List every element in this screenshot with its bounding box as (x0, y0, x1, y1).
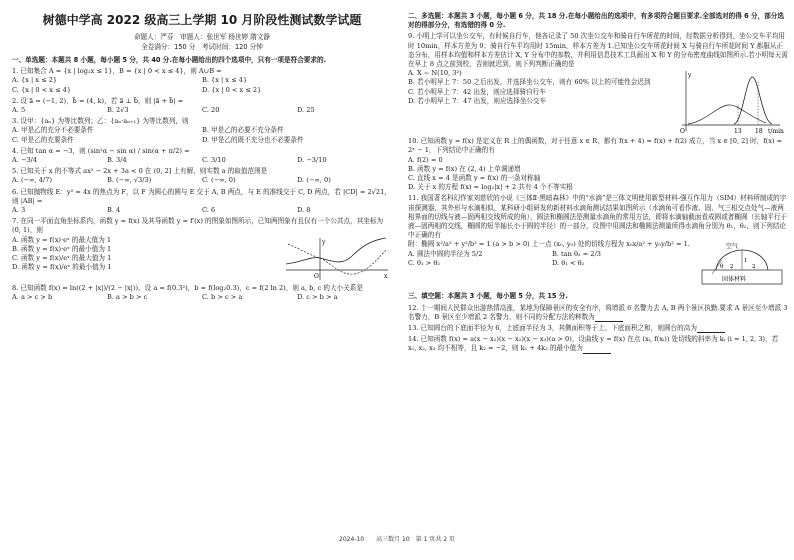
q10-option-d: D. 关于 x 的方程 f(x) = log₂|x| + 2 共有 4 个不等实根 (408, 183, 573, 192)
q2-stem: 2. 设 a⃗ = (−1, 2)，b⃗ = (4, k)，若 a⃗ ⊥ b⃗，则 |a⃗ + b⃗| = (12, 96, 184, 105)
q6-option-d: D. 8 (297, 206, 311, 215)
q11-solid-label: 固体材料 (722, 276, 747, 284)
q13-stem: 13. 已知圆台的下底面半径为 6，上底面半径为 3，其侧面积等于上、下底面积之和，则圆台的高为 (408, 324, 697, 333)
q10-option-b: B. 函数 y = f(x) 在 (2, 4) 上单调递增 (408, 164, 521, 173)
q1-option-c: C. {x | 0 < x ≤ 4} (12, 85, 72, 94)
exam-info: 全卷满分：150 分 考试时间：120 分钟 (141, 43, 263, 51)
q7-option-d: D. 函数 y = f(x)/eˣ 的最小值为 1 (12, 263, 112, 272)
q9-curve-x (688, 105, 766, 124)
question-1 (12, 67, 392, 95)
q5-option-d: D. (−∞, 0) (297, 176, 331, 185)
q2-option-b: B. 2√3 (107, 106, 129, 115)
q8-option-c: C. b > c > a (202, 292, 243, 301)
question-14 (408, 335, 788, 353)
q3-option-c: C. 甲是乙的充要条件 (12, 135, 74, 144)
q10-stem: 10. 已知函数 y = f(x) 是定义在 R 上的偶函数，对于任意 x ∈ R，都有 f(x + 4) = f(x) + f(2) 成立，当 x ∈ [0, 2] 时，f(x) = 2ˣ − 1，下列结论中正确的有 (408, 137, 783, 155)
q11-dim-height: 1 (744, 258, 748, 265)
q7-option-c: C. 函数 y = f(x)/eˣ 的最大值为 1 (12, 254, 112, 263)
section3-heading: 三、填空题：本题共 3 小题，每小题 5 分，共 15 分. (408, 292, 568, 301)
q9-tick-18: 18 (755, 128, 763, 136)
q9-option-b: B. 若小明早上 7：50 之后出发，并选择坐公交车，则有 60% 以上的可能性会迟到 (408, 78, 651, 87)
q11-theta-label: θ (720, 264, 724, 271)
question-6 (12, 188, 392, 216)
q9-x-label: t/min (768, 128, 784, 136)
q9-option-a: A. X ~ N(10, 3²) (408, 69, 462, 78)
q5-option-a: A. (−∞, 4/7) (12, 176, 52, 185)
q7-stem: 7. 在同一平面直角坐标系内，函数 y = f(x) 及其导函数 y = f′(x) 的图象如图所示，已知两图象有且仅有一个公共点，其坐标为 (0, 1)，则 (12, 217, 384, 235)
section1-heading: 一、单选题：本题共 8 小题，每小题 5 分，共 40 分.在每小题给出的四个选项中，只有一项是符合要求的. (12, 56, 327, 64)
q3-option-d: D. 甲是乙的既不充分也不必要条件 (202, 135, 304, 144)
q7-curve-f (286, 238, 386, 264)
right-column (408, 12, 788, 354)
q11-option-c: C. θ₁ > θ₂ (408, 258, 440, 267)
q2-option-a: A. 5 (12, 106, 26, 115)
q11-droplet-figure (696, 240, 788, 288)
q7-x-label: x (384, 272, 388, 280)
q8-option-a: A. a > c > b (12, 292, 53, 301)
q6-option-b: B. 4 (107, 206, 121, 215)
q11-dim-left: 2 (730, 264, 734, 271)
q7-option-a: A. 函数 y = f(x)·eˣ 的最大值为 1 (12, 235, 112, 244)
q4-stem: 4. 已知 tan α = −3，则 (sin²α − sin α) / sin(α + π/2) = (12, 146, 190, 155)
q5-option-c: C. (−∞, 0) (202, 176, 236, 185)
q11-air-label: 空气 (726, 243, 739, 251)
q7-function-graph (282, 236, 392, 282)
question-11 (408, 194, 788, 288)
question-8 (12, 284, 392, 302)
q1-stem: 1. 已知集合 A = {x | log₂x ≤ 1}，B = {x | 0 < x ≤ 4}，则 A∪B = (12, 67, 222, 76)
q14-answer-blank[interactable] (583, 346, 611, 354)
q7-origin-label: O (314, 272, 319, 280)
q6-option-c: C. 6 (202, 206, 216, 215)
q8-option-b: B. a > b > c (107, 292, 148, 301)
q11-option-d: D. θ₁ < θ₂ (552, 258, 585, 267)
q14-stem: 14. 已知函数 f(x) = a(x − x₁)(x − x₂)(x − x₃)(a > 0)，设曲线 y = f(x) 在点 (xᵢ, f(xᵢ)) 处切线的斜率为 kᵢ (i = 1, 2, 3)，若 x₁, x₂, x₃ 均不相等，且 k₂ = −2，则 k₁ + 4k₃ 的最小值为 (408, 335, 779, 353)
q8-stem: 8. 已知函数 f(x) = ln((2 + |x|)/(2 − |x|))，设 a = f(0.3²)，b = f(log₂0.3)，c = f(2 ln 2)，则 a, b, c 的大小关系是 (12, 283, 363, 292)
question-4 (12, 147, 392, 165)
page-footer: 2024-10 高三数月 10 第 1 页共 2 页 (339, 536, 455, 543)
q8-option-d: D. c > b > a (297, 292, 338, 301)
question-7 (12, 217, 392, 281)
authors-line: 命题人：严芬 审题人：张世军 杨世婷 隋文静 (133, 33, 271, 41)
q11-dim-right: 2 (752, 264, 756, 271)
q7-y-label: y (322, 238, 326, 246)
q12-answer-blank[interactable] (595, 314, 623, 322)
q3-option-b: B. 甲是乙的必要不充分条件 (202, 126, 284, 135)
q1-option-d: D. {x | 0 < x ≤ 2} (202, 85, 262, 94)
page-title: 树德中学高 2022 级高三上学期 10 月阶段性测试数学试题 (42, 13, 362, 27)
q9-tick-13: 13 (734, 128, 742, 136)
q6-stem: 6. 已知抛物线 E：y² = 4x 的焦点为 F，以 F 为圆心的圆与 E 交于 A, B 两点，与 E 的准线交于 C, D 两点，若 |CD| = 2√21，则 |AB| = (12, 187, 391, 205)
question-13 (408, 324, 788, 333)
q10-option-c: C. 直线 x = 4 是函数 y = f(x) 的一条对称轴 (408, 174, 541, 183)
question-12 (408, 304, 788, 322)
q12-stem: 12. 十一期间人民群众出游热情高涨，某地为保障景区的安全有序，将增派 6 名警力去 A, B 两个景区执勤.要求 A 景区至少增派 3 名警力，B 景区至少增派 2 名警力，则不同的分配方法的种数为 (408, 303, 788, 321)
q11-stem: 11. 我国著名科幻作家刘慈欣的小说《三体Ⅱ·黑暗森林》中的“水滴”是三体文明使用新型材料-强互作用力（SIM）材料所制成的宇宙探测器，其外形与水滴相似，某科研小组研发的新材料水滴角测试结果如图所示（水滴角可看作液、固、气三相交点处气—液两相界面的切线与液—固两相交线所成的角），圆法和椭圆法是测量水滴角的常用方法，即将水滴轴截面看成圆或者椭圆（长轴平行于液—固两相的交线，椭圆的短半轴长小于圆的半径）的一部分，设图中用圆法和椭圆法测量所得水滴角分别为 θ₁，θ₂，则下列结论中正确的有 (408, 194, 788, 240)
question-2 (12, 97, 392, 115)
question-9 (408, 32, 788, 135)
q3-option-a: A. 甲是乙的充分不必要条件 (12, 126, 94, 135)
q11-option-b: B. tan θ₂ = 2/3 (552, 249, 601, 258)
q6-option-a: A. 3 (12, 206, 26, 215)
q4-option-c: C. 3/10 (202, 156, 226, 165)
q13-answer-blank[interactable] (697, 325, 725, 333)
q2-option-d: D. 25 (297, 106, 315, 115)
section2-heading: 二、多选题：本题共 3 小题，每小题 6 分，共 18 分.在每小题给出的选项中，有多项符合题目要求.全部选对的得 6 分，部分选对的得部分分，有选错的得 0 分. (408, 12, 784, 30)
q4-option-d: D. −3/10 (297, 156, 327, 165)
q9-option-c: C. 若小明早上 7：42 出发，则应选择骑自行车 (408, 87, 546, 96)
q7-option-b: B. 函数 y = f(x)·eˣ 的最小值为 1 (12, 244, 112, 253)
q11-hint: 附：椭圆 x²/a² + y²/b² = 1 (a > b > 0) 上一点 (x₀, y₀) 处的切线方程为 x₀x/a² + y₀y/b² = 1. (408, 240, 690, 249)
q3-stem: 3. 设甲：{aₙ} 为等比数列；乙：{aₙ·aₙ₊₁} 为等比数列，则 (12, 117, 189, 126)
q1-option-a: A. {x | x ≤ 2} (12, 76, 58, 85)
q9-y-label: y (688, 72, 692, 80)
q9-density-graph (676, 69, 788, 135)
q11-option-a: A. 圆法中圆的半径为 5/2 (408, 249, 483, 258)
q10-option-a: A. f(2) = 0 (408, 155, 443, 164)
q5-stem: 5. 已知关于 x 的不等式 ax² − 2x + 3a < 0 在 (0, 2] 上有解，则实数 a 的取值范围是 (12, 167, 268, 176)
q4-option-b: B. 3/4 (107, 156, 127, 165)
q4-option-a: A. −3/4 (12, 156, 38, 165)
q5-option-b: B. (−∞, √3/3) (107, 176, 152, 185)
question-10 (408, 137, 788, 192)
q2-option-c: C. 20 (202, 106, 220, 115)
q9-option-d: D. 若小明早上 7：47 出发，则应选择坐公交车 (408, 96, 547, 105)
question-5 (12, 167, 392, 185)
q9-stem: 9. 小明上学可以坐公交车，有时候自行车，他各记录了 50 次坐公交车和骑自行车所花的时间，经数据分析得到，坐公交车平均用时 10min，样本方差为 9；骑自行车平均用时 15min，样本方差为 1.已知坐公交车所花时间 X 与骑自行车所花时间 Y 都服从正态分布，用样本均值和样本方差估计 X, Y 分布中的参数，并利用信息技术工具画出 X 和 Y 的分布密度曲线如图所示.若小明每天需在早上 8 点之前到校，否则就迟到，则下列判断正确的是 (408, 32, 788, 69)
q9-origin-label: O (680, 128, 685, 136)
question-3 (12, 117, 392, 145)
left-column (12, 12, 392, 302)
q1-option-b: B. {x | x ≤ 4} (202, 76, 248, 85)
